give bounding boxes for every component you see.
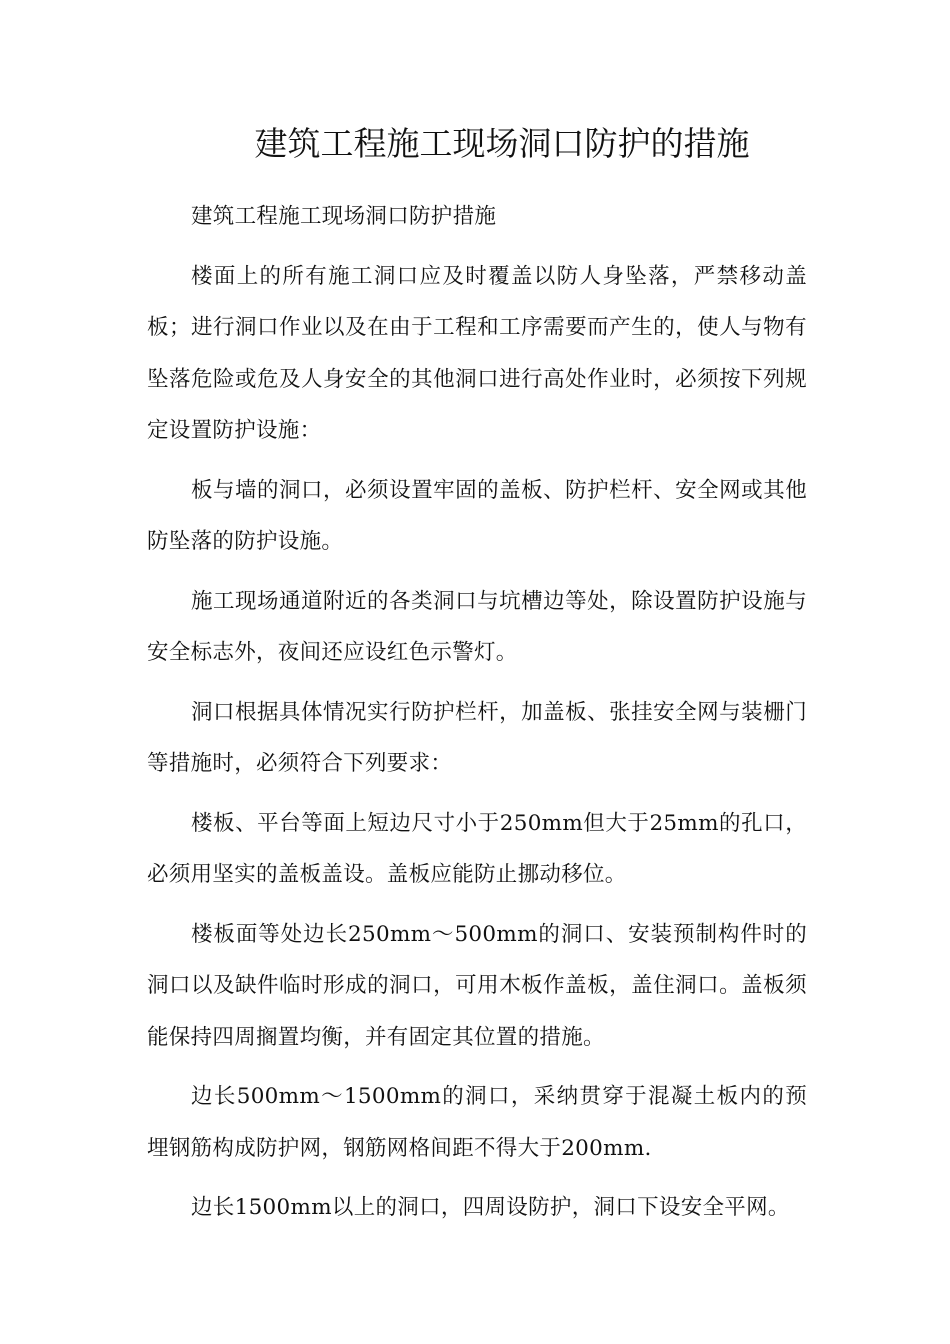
paragraph: 楼板、平台等面上短边尺寸小于250mm但大于25mm的孔口，必须用坚实的盖板盖设。盖板应能防止挪动移位。	[147, 810, 807, 887]
paragraph: 楼板面等处边长250mm～500mm的洞口、安装预制构件时的洞口以及缺件临时形成的洞口，可用木板作盖板，盖住洞口。盖板须能保持四周搁置均衡，并有固定其位置的措施。	[147, 921, 807, 1050]
paragraph: 边长500mm～1500mm的洞口，采纳贯穿于混凝土板内的预埋钢筋构成防护网，钢筋网格间距不得大于200mm.	[147, 1084, 807, 1161]
paragraph-heading: 建筑工程施工现场洞口防护措施	[191, 204, 497, 229]
document-title: 建筑工程施工现场洞口防护的措施	[254, 124, 750, 163]
paragraph: 板与墙的洞口，必须设置牢固的盖板、防护栏杆、安全网或其他防坠落的防护设施。	[147, 477, 807, 554]
paragraph: 楼面上的所有施工洞口应及时覆盖以防人身坠落，严禁移动盖板；进行洞口作业以及在由于工程和工序需要而产生的，使人与物有坠落危险或危及人身安全的其他洞口进行高处作业时，必须按下列规定设置防护设施：	[147, 263, 807, 443]
paragraph: 施工现场通道附近的各类洞口与坑槽边等处，除设置防护设施与安全标志外，夜间还应设红色示警灯。	[147, 588, 807, 665]
document-body	[147, 191, 807, 1242]
paragraph: 洞口根据具体情况实行防护栏杆，加盖板、张挂安全网与装栅门等措施时，必须符合下列要求：	[147, 699, 807, 776]
paragraph: 边长1500mm以上的洞口，四周设防护，洞口下设安全平网。	[191, 1195, 790, 1220]
